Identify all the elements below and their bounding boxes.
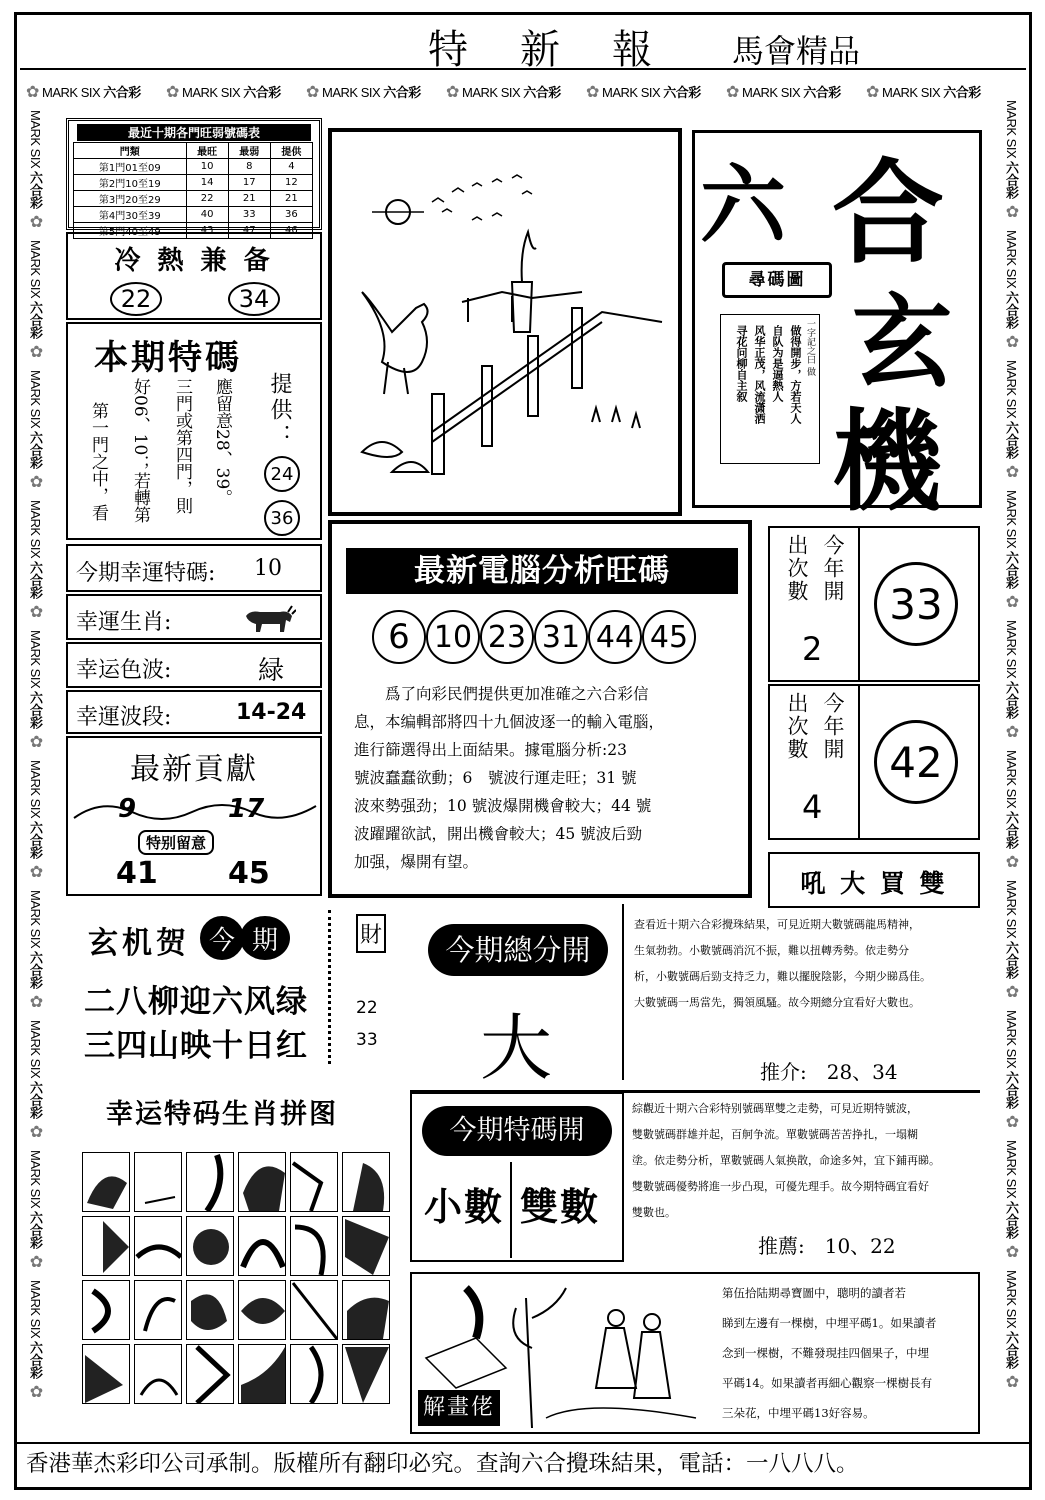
computer-analysis-box: [328, 520, 752, 898]
text-line: 平碼14。如果讀者再細心觀察一棵樹長有: [722, 1376, 933, 1390]
liuhe-char: 玄: [852, 283, 952, 401]
text-line: 生氣勃勃。小數號碼消沉不振，難以扭轉秀勢。依走勢分: [634, 944, 909, 957]
recent-table-box: [66, 118, 322, 238]
special-title: 本期特碼: [94, 338, 242, 378]
special-open-text: [632, 1096, 978, 1226]
top-mark-strip: ✿ MARK SIX 六合彩 ✿ MARK SIX 六合彩 ✿ MARK SIX 六合彩 ✿ MARK SIX 六合彩 ✿ MARK SIX 六合彩 ✿ MARK SIX 六合彩 ✿ MARK SIX 六合彩: [26, 84, 981, 101]
lucky-color-label: 幸运色波:: [76, 658, 172, 683]
text-line: 雙數號碼群雄并起，百舸争流。單數號碼苦苦挣扎，一塌糊: [632, 1128, 918, 1141]
rooster-fence-illustration: [332, 132, 678, 512]
text-line: 查看近十期六合彩攪珠結果，可見近期大數號碼龍馬精神，: [634, 918, 920, 931]
xuanji-badge: 今: [200, 916, 244, 960]
poem-line: 做得開步，方若天人: [789, 325, 802, 424]
contribution-number: 41: [116, 856, 158, 891]
lucky-range-label: 幸運波段:: [76, 705, 172, 730]
wave-decoration: [72, 796, 318, 826]
paragraph-line: 波來勢强劲；10 號波爆開機會較大；44 號: [354, 797, 652, 815]
poem-line: 风华正茂，风流潇洒: [753, 325, 766, 424]
total-title: 今期總分開: [428, 924, 608, 976]
puzzle-title: 幸运特码生肖拼图: [106, 1099, 338, 1130]
paragraph-line: 息，本编輯部將四十九個波逐一的輸入電腦，: [354, 713, 665, 731]
liuhe-char: 機: [832, 397, 942, 526]
computer-number: 31: [534, 610, 588, 664]
lucky-range-value: 14-24: [236, 700, 307, 725]
header-title: 特 新 報: [428, 27, 658, 73]
year-stat-count: 2: [802, 630, 823, 668]
text-line: 綜觀近十期六合彩特别號碼單雙之走勢，可見近期特號波，: [632, 1102, 918, 1115]
poem-side-note: 一字記之曰 做: [805, 319, 815, 376]
puzzle-tile: [238, 1216, 286, 1276]
treasure-picture-box: [328, 128, 682, 516]
puzzle-tile: [238, 1280, 286, 1340]
xuanji-line: 三四山映十日红: [84, 1028, 308, 1064]
special-col2: 好06、10；若轉第: [130, 378, 150, 524]
puzzle-tile: [186, 1344, 234, 1404]
total-box: [414, 904, 980, 1090]
text-line: 雙數也。: [632, 1206, 676, 1219]
lucky-number-label: 今期幸運特碼:: [76, 561, 216, 586]
table-row: 第5門40至49 43 47 46: [74, 223, 313, 239]
liuhe-title-area: [686, 128, 992, 526]
special-open-recommend: 推薦: 10、22: [758, 1234, 896, 1258]
contribution-number: 17: [228, 794, 265, 824]
puzzle-tile: [290, 1216, 338, 1276]
puzzle-tile: [134, 1344, 182, 1404]
painting-text: [722, 1278, 978, 1428]
lucky-zodiac-label: 幸運生肖:: [76, 610, 172, 635]
year-stat-number: 33: [874, 562, 958, 646]
computer-number: 44: [588, 610, 642, 664]
table-row: 第4門30至39 40 33 36: [74, 207, 313, 223]
puzzle-tile: [238, 1344, 286, 1404]
paragraph-line: 加强，爆開有望。: [354, 853, 479, 871]
header-subtitle: 馬會精品: [732, 32, 861, 70]
text-line: 大數號碼一馬當先，獨領風騷。故今期總分宜看好大數也。: [634, 996, 920, 1009]
poem-box: [720, 314, 820, 464]
special-open-title: 今期特碼開: [422, 1106, 612, 1156]
special-col3: 三門或第四門，則: [172, 378, 192, 514]
xuanji-badge: 期: [240, 916, 290, 960]
footer-text: 香港華杰彩印公司承制。版權所有翻印必究。查詢六合攪珠結果，電話：一八八八。: [26, 1451, 859, 1477]
puzzle-tile: [342, 1216, 390, 1276]
contribution-box: [66, 736, 322, 896]
cold-hot-title: 冷 熱 兼 备: [114, 246, 274, 276]
cold-hot-box: [66, 232, 322, 320]
puzzle-area: [66, 1086, 406, 1436]
puzzle-tile: [134, 1280, 182, 1340]
text-line: 雙數號碼優勢將進一步凸現，可優先理手。故今期特碼宜看好: [632, 1180, 929, 1193]
table-row: 第1門01至09 10 8 4: [74, 159, 313, 175]
puzzle-tile: [186, 1152, 234, 1212]
puzzle-tile: [290, 1152, 338, 1212]
text-line: 第伍拾陆期尋寶圖中，聰明的讀者若: [722, 1286, 906, 1300]
special-provide: 提供：: [267, 372, 292, 450]
year-stat-number: 42: [874, 720, 958, 804]
right-mark-strip: MARK SIX 六合彩 ✿ MARK SIX 六合彩 ✿ MARK SIX 六合彩 ✿ MARK SIX 六合彩 ✿ MARK SIX 六合彩 ✿ MARK SIX 六合彩 ✿ MARK SIX 六合彩 ✿ MARK SIX 六合彩 ✿ MARK SIX 六合彩 ✿ MARK SIX 六合彩 ✿: [1003, 100, 1020, 1391]
big-pair-title: 吼 大 買 雙: [800, 869, 948, 898]
xuanji-title: 玄机贺: [88, 926, 190, 961]
total-result: 大: [480, 1006, 553, 1090]
special-col4: 應留意28、39。: [212, 378, 232, 507]
puzzle-tile: [186, 1280, 234, 1340]
paragraph-line: 波躍躍欲試，開出機會較大；45 號波后勁: [354, 825, 643, 843]
cold-hot-number: 34: [228, 282, 280, 316]
contribution-note: 特别留意: [138, 830, 214, 855]
text-line: 塗。依走勢分析，單數號碼人氣换散，命途多舛，宜下鋪再睇。: [632, 1154, 940, 1167]
xuanji-side-number: 33: [356, 1030, 378, 1050]
seal-badge: 尋碼圖: [722, 262, 832, 298]
table-row: 第3門20至29 22 21 21: [74, 191, 313, 207]
poem-line: 寻花问柳自主叙: [735, 325, 748, 402]
xuanji-side-number: 22: [356, 998, 378, 1018]
special-open-result: 雙數: [520, 1184, 601, 1229]
lucky-number-value: 10: [254, 556, 282, 581]
puzzle-tile: [342, 1280, 390, 1340]
header: [410, 14, 1030, 73]
year-stat-label-b: 今年開: [821, 534, 845, 603]
puzzle-tile: [82, 1216, 130, 1276]
special-open-result: 小數: [424, 1184, 505, 1229]
year-stat-label-a: 出次數: [785, 534, 809, 603]
paragraph-line: 號波蠢蠢欲動；6 號波行運走旺；31 號: [354, 769, 637, 787]
special-number: 36: [264, 500, 300, 536]
puzzle-tile: [186, 1216, 234, 1276]
computer-number: 6: [372, 610, 426, 664]
big-pair-box: [768, 852, 980, 908]
lucky-zodiac-row: [66, 594, 322, 640]
table-header: 門類: [74, 143, 187, 159]
left-mark-strip: MARK SIX 六合彩 ✿ MARK SIX 六合彩 ✿ MARK SIX 六合彩 ✿ MARK SIX 六合彩 ✿ MARK SIX 六合彩 ✿ MARK SIX 六合彩 ✿ MARK SIX 六合彩 ✿ MARK SIX 六合彩 ✿ MARK SIX 六合彩 ✿ MARK SIX 六合彩 ✿: [27, 110, 44, 1401]
computer-title: 最新電腦分析旺碼: [346, 548, 738, 594]
computer-paragraph: [354, 680, 746, 876]
lucky-color-row: [66, 642, 322, 688]
text-line: 睇到左邊有一棵樹，中埋平碼1。如果讀者: [722, 1316, 937, 1330]
poem-line: 自队为是逼熱人: [771, 325, 784, 402]
table-header: 最弱: [228, 143, 270, 159]
puzzle-tile: [342, 1152, 390, 1212]
liuhe-char: 合: [832, 148, 944, 279]
contribution-title: 最新貢獻: [130, 752, 258, 787]
xuanji-side-mark: 財: [356, 914, 386, 953]
puzzle-tile: [82, 1280, 130, 1340]
puzzle-tile: [290, 1280, 338, 1340]
total-recommend: 推介: 28、34: [760, 1060, 898, 1084]
lucky-number-row: [66, 544, 322, 592]
liuhe-char: 六: [700, 155, 786, 256]
header-rule: [20, 68, 1026, 70]
lucky-range-row: [66, 690, 322, 734]
recent-table: [73, 142, 313, 239]
year-stat-box: [768, 526, 980, 682]
text-line: 析，小數號碼后勁支持乏力，難以擺脫陰影，今期少睇爲佳。: [634, 970, 931, 983]
puzzle-tile: [342, 1344, 390, 1404]
text-line: 三朵花，中埋平碼13好容易。: [722, 1406, 875, 1420]
footer-rule: [16, 1442, 1030, 1444]
contribution-number: 9: [118, 794, 137, 824]
computer-number: 45: [642, 610, 696, 664]
special-box: [66, 322, 322, 540]
cold-hot-number: 22: [110, 282, 162, 316]
year-stat-label-b: 今年開: [821, 692, 845, 761]
paragraph-line: 進行篩選得出上面結果。據電腦分析:23: [354, 741, 627, 759]
recent-table-title: 最近十期各門旺弱號碼表: [77, 124, 311, 141]
puzzle-tile: [82, 1152, 130, 1212]
ox-icon: [240, 602, 296, 636]
lucky-color-value: 緑: [258, 656, 285, 686]
special-open-box: [410, 1092, 980, 1264]
puzzle-tile: [290, 1344, 338, 1404]
special-number: 24: [264, 456, 300, 492]
year-stat-box: [768, 684, 980, 840]
puzzle-tile: [82, 1344, 130, 1404]
computer-number: 23: [480, 610, 534, 664]
painting-label: 解畫佬: [418, 1390, 500, 1426]
table-header: 最旺: [186, 143, 228, 159]
special-col1: 第一門之中，看: [88, 402, 108, 521]
text-line: 念到一棵樹，不難發現挂四個果子，中埋: [722, 1346, 929, 1360]
xuanji-box: [66, 904, 410, 1074]
paragraph-line: 爲了向彩民們提供更加准確之六合彩信: [354, 685, 649, 703]
puzzle-tile: [134, 1152, 182, 1212]
puzzle-tile: [134, 1216, 182, 1276]
computer-number: 10: [426, 610, 480, 664]
total-text: [634, 912, 974, 1016]
painting-box: [410, 1272, 980, 1434]
table-row: 第2門10至19 14 17 12: [74, 175, 313, 191]
year-stat-count: 4: [802, 788, 823, 826]
table-header: 提供: [270, 143, 312, 159]
xuanji-line: 二八柳迎六风绿: [84, 984, 308, 1020]
contribution-number: 45: [228, 856, 270, 891]
puzzle-tile: [238, 1152, 286, 1212]
year-stat-label-a: 出次數: [785, 692, 809, 761]
